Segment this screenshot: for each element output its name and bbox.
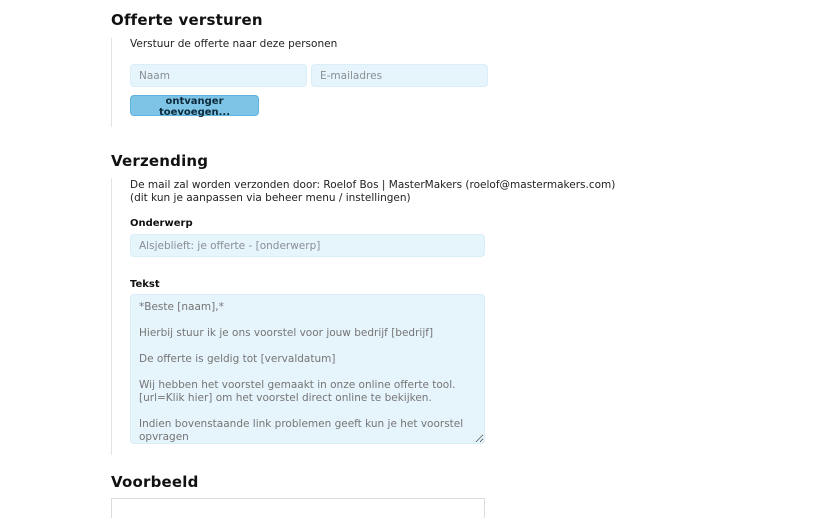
- recipient-name-input[interactable]: [130, 64, 307, 87]
- preview-frame: [111, 498, 485, 518]
- subject-label: Onderwerp: [130, 218, 193, 229]
- send-offer-intro: Verstuur de offerte naar deze personen: [130, 38, 338, 50]
- recipient-email-input[interactable]: [311, 64, 488, 87]
- text-label: Tekst: [130, 279, 160, 290]
- shipping-block: [111, 178, 112, 455]
- sender-info: De mail zal worden verzonden door: Roelof Bos | MasterMakers (roelof@mastermakers.com): [130, 179, 616, 191]
- sender-settings-hint: (dit kun je aanpassen via beheer menu / instellingen): [130, 192, 411, 204]
- subject-input[interactable]: [130, 234, 485, 257]
- message-textarea[interactable]: [130, 294, 485, 444]
- send-offer-block: [111, 38, 112, 127]
- section-title-preview: Voorbeeld: [111, 473, 199, 491]
- section-title-send-offer: Offerte versturen: [111, 11, 263, 29]
- add-recipient-button[interactable]: ontvanger toevoegen...: [130, 95, 259, 116]
- section-title-shipping: Verzending: [111, 152, 209, 170]
